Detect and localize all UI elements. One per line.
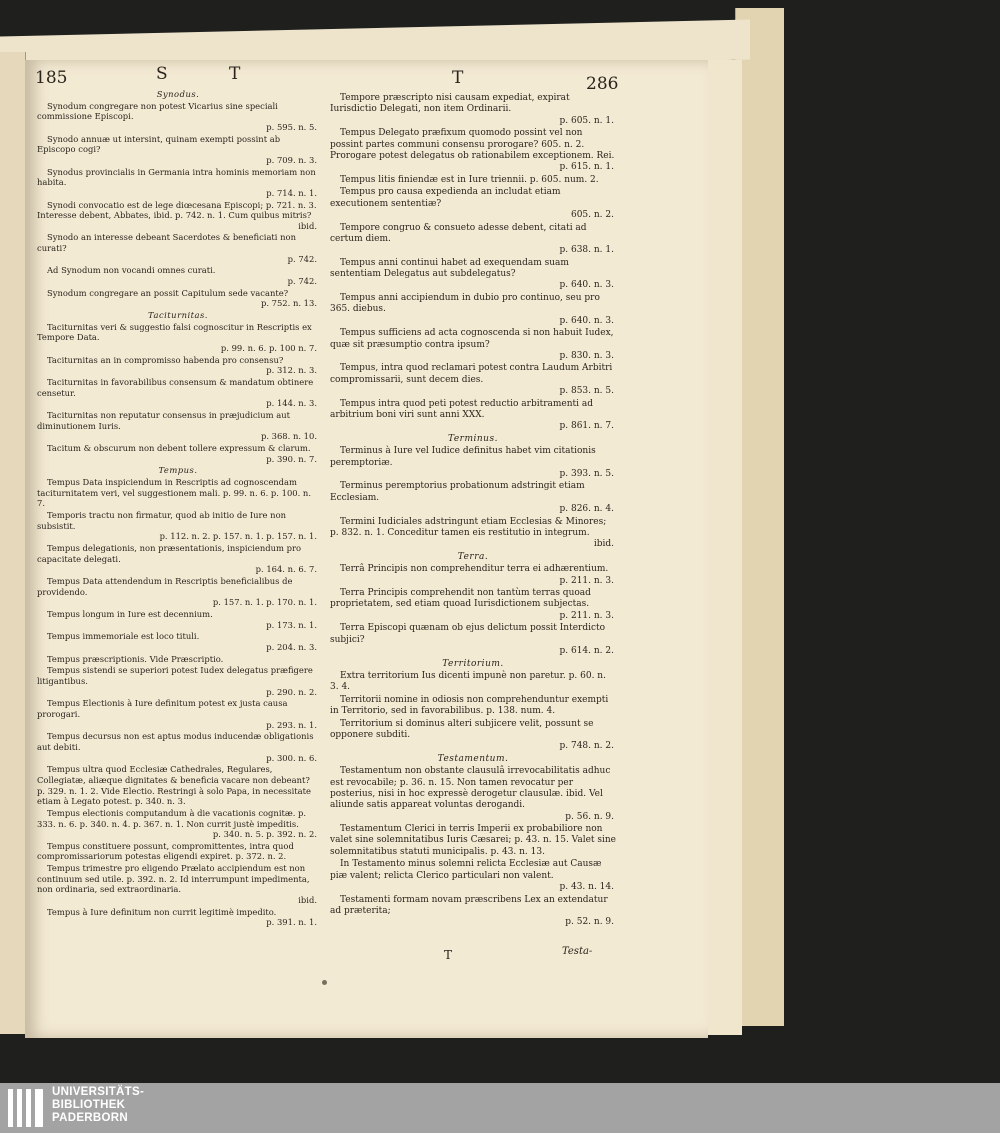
- index-entry: [330, 695, 616, 718]
- page-reference: p. 52. n. 9.: [565, 917, 614, 928]
- index-entry: [37, 665, 319, 697]
- entry-text: Tempus litis finiendæ est in Iure triennii. p. 605. num. 2.: [340, 174, 599, 185]
- index-entry: [330, 399, 616, 433]
- entry-text: Tempus anni accipiendum in dubio pro continuo, seu pro 365. diebus.: [330, 292, 600, 315]
- index-entry: [37, 698, 319, 730]
- page-stack-edge: [706, 60, 742, 1035]
- page-reference: p. 144. n. 3.: [266, 398, 317, 409]
- index-entry: [37, 167, 319, 199]
- entry-text: Territorium si dominus alteri subjicere velit, possunt se opponere subditi.: [330, 718, 594, 740]
- entry-text: Taciturnitas in favorabilibus consensum & mandatum obtinere censetur.: [37, 377, 314, 398]
- page-reference: p. 56. n. 9.: [565, 811, 614, 822]
- entry-text: Synodo annuæ ut intersint, quinam exempti possint ab Episcopo cogi?: [37, 133, 281, 155]
- index-entry: [37, 731, 319, 763]
- page-reference: p. 112. n. 2. p. 157. n. 1. p. 157. n. 1.: [159, 531, 317, 542]
- entry-text: Synodo an interesse debeant Sacerdotes & beneficiati non curati?: [37, 232, 296, 254]
- entry-text: Extra territorium Ius dicenti impunè non paretur. p. 60. n. 3. 4.: [330, 670, 606, 693]
- index-entry: [37, 101, 319, 133]
- entry-text: Taciturnitas non reputatur consensus in præjudicium aut diminutionem Iuris.: [37, 410, 290, 431]
- page-reference: p. 300. n. 6.: [266, 752, 317, 763]
- entry-text: Synodi convocatio est de lege diœcesana Episcopi; p. 721. n. 3. Interesse debent, Abbates, ibid. p. 742. n. 1. Cum quibus mitris?: [37, 199, 317, 221]
- entry-text: Territorii nomine in odiosis non comprehenduntur exempti in Territorio, sed in favorabilibus. p. 138. num. 4.: [330, 694, 609, 717]
- index-entry: [37, 907, 319, 928]
- index-entry: [330, 223, 616, 257]
- index-entry: [37, 576, 319, 608]
- index-entry: [330, 128, 616, 173]
- entry-text: Tempus electionis computandum à die vacationis cognitæ. p. 333. n. 6. p. 340. n. 4. p. 367. n. 1. Non currit justè impeditis.: [37, 807, 307, 829]
- page-reference: p. 293. n. 1.: [266, 719, 317, 730]
- index-entry: [330, 363, 616, 397]
- page-reference: p. 340. n. 5. p. 392. n. 2.: [212, 829, 317, 840]
- page-reference: p. 595. n. 5.: [266, 121, 317, 132]
- page-reference: p. 709. n. 3.: [266, 154, 317, 165]
- index-entry: [37, 134, 319, 166]
- entry-text: Synodum congregare non potest Vicarius sine speciali commissione Episcopi.: [37, 100, 278, 122]
- entry-text: Terminus à Iure vel Iudice definitus habet vim citationis peremptoriæ.: [330, 446, 596, 468]
- entry-text: Tempus sufficiens ad acta cognoscenda si non habuit Iudex, quæ sit præsumptio contra ipsum?: [330, 328, 614, 350]
- index-entry: [37, 443, 319, 464]
- index-entry: [37, 265, 319, 286]
- page-reference: p. 173. n. 1.: [266, 619, 317, 630]
- page-reference: p. 752. n. 13.: [260, 298, 317, 309]
- index-entry: [330, 824, 616, 858]
- entry-text: Tempus immemoriale est loco tituli.: [47, 631, 200, 642]
- entry-text: Tempus intra quod peti potest reductio arbitramenti ad arbitrium boni viri sunt anni XXX.: [330, 398, 594, 420]
- section-heading: Testamentum.: [437, 753, 509, 764]
- page-reference: p. 714. n. 1.: [266, 187, 317, 198]
- index-entry: [37, 863, 319, 905]
- index-entry: [37, 841, 319, 862]
- entry-text: Terra Episcopi quænam ob ejus delictum possit Interdicto subjici?: [330, 623, 606, 645]
- index-entry: [330, 895, 616, 929]
- index-entry: [330, 481, 616, 515]
- page-reference: p. 43. n. 14.: [559, 881, 614, 892]
- entry-text: Tempus anni continui habet ad exequendam suam sententiam Delegatus aut subdelegatus?: [330, 257, 569, 280]
- section-heading: Terra.: [457, 551, 489, 562]
- page-reference: p. 742.: [287, 253, 317, 264]
- page-reference: p. 640. n. 3.: [559, 315, 614, 326]
- page-reference: 605. n. 2.: [570, 210, 614, 220]
- index-entry: [330, 258, 616, 292]
- entry-text: Tempus à Iure definitum non currit legitimè impedito.: [47, 906, 277, 917]
- index-entry: [37, 764, 319, 806]
- index-entry: [330, 588, 616, 622]
- entry-text: Testamentum non obstante clausulâ irrevocabilitatis adhuc est revocabile; p. 36. n. 15. Non tamen revocatur per posterius, nisi in hoc expressè derogetur clausulæ. ibid. Vel aliunde satis appareat voluntas derogandi.: [330, 766, 611, 811]
- entry-text: Tempore præscripto nisi causam expediat, expirat Iurisdictio Delegati, non item Ordinarii.: [330, 93, 570, 115]
- right-index-column: [330, 93, 616, 930]
- index-entry: [330, 293, 616, 327]
- index-entry: [37, 288, 319, 309]
- page-reference: p. 640. n. 3.: [559, 280, 614, 291]
- index-entry: [330, 517, 616, 551]
- entry-text: Temporis tractu non firmatur, quod ab initio de Iure non subsistit.: [37, 510, 287, 531]
- entry-text: Taciturnitas veri & suggestio falsi cognoscitur in Rescriptis ex Tempore Data.: [37, 321, 312, 343]
- page-reference: p. 615. n. 1.: [559, 162, 614, 173]
- section-heading: Territorium.: [442, 658, 504, 669]
- page-reference: p. 605. n. 1.: [559, 115, 614, 126]
- entry-text: Synodus provincialis in Germania intra hominis memoriam non habita.: [37, 166, 316, 188]
- index-entry: [330, 564, 616, 587]
- index-entry: [37, 609, 319, 630]
- page-reference: p. 211. n. 3.: [559, 575, 614, 586]
- page-reference: p. 830. n. 3.: [559, 350, 614, 361]
- index-entry: [37, 232, 319, 264]
- page-reference: p. 390. n. 7.: [266, 453, 317, 464]
- entry-text: Tempus delegationis, non præsentationis, inspiciendum pro capacitate delegati.: [37, 542, 302, 564]
- entry-text: Ad Synodum non vocandi omnes curati.: [47, 265, 216, 276]
- page-reference: p. 861. n. 7.: [559, 421, 614, 432]
- entry-text: Testamenti formam novam præscribens Lex an extendatur ad præterita;: [330, 894, 608, 916]
- book-cover-edge: [735, 8, 784, 1026]
- left-page-number: 185: [35, 68, 68, 88]
- page-reference: p. 393. n. 5.: [559, 468, 614, 479]
- index-entry: [330, 859, 616, 893]
- library-name: [52, 1086, 144, 1125]
- index-entry: [37, 631, 319, 652]
- library-name-line-1: UNIVERSITÄTS-: [52, 1086, 145, 1098]
- page-reference: p. 742.: [287, 276, 317, 287]
- catchword: Testa-: [562, 946, 593, 957]
- library-name-line-2: BIBLIOTHEK: [52, 1099, 126, 1111]
- index-entry: [37, 510, 319, 542]
- entry-text: Tempus pro causa expedienda an includat etiam executionem sententiæ?: [330, 187, 561, 209]
- index-entry: [330, 671, 616, 694]
- signature-mark: T: [444, 948, 453, 962]
- entry-text: Taciturnitas an in compromisso habenda pro consensu?: [47, 354, 284, 365]
- page-reference: p. 290. n. 2.: [266, 686, 317, 697]
- index-entry: [330, 623, 616, 657]
- entry-text: Terrâ Principis non comprehenditur terra ei adhærentium.: [340, 564, 609, 575]
- entry-text: Tempus Delegato præfixum quomodo possint vel non possint partes communi consensu prorogare? 605. n. 2. Prorogare potest delegatus ob rationabilem exceptionem. Rei.: [330, 128, 615, 161]
- library-footer-bar: [0, 1083, 1000, 1133]
- index-entry: [37, 200, 319, 232]
- entry-text: Testamentum Clerici in terris Imperii ex probabiliore non valet sine solemnitatibus Iuris Cæsarei; p. 43. n. 15. Valet sine solemnitatibus statuti municipalis. p. 43. n. 13.: [330, 824, 617, 857]
- index-entry: [330, 446, 616, 480]
- index-entry: [330, 766, 616, 823]
- library-name-line-3: PADERBORN: [52, 1112, 128, 1124]
- page-reference: p. 368. n. 10.: [260, 431, 317, 442]
- index-entry: [330, 328, 616, 362]
- ink-spot: [322, 980, 327, 985]
- index-entry: [37, 654, 319, 665]
- entry-text: Termini Iudiciales adstringunt etiam Ecclesias & Minores; p. 832. n. 1. Conceditur tamen eis restitutio in integrum.: [330, 516, 607, 538]
- page-reference: p. 164. n. 6. 7.: [255, 564, 317, 575]
- index-entry: [330, 187, 616, 221]
- index-entry: [330, 719, 616, 753]
- page-reference: p. 391. n. 1.: [266, 917, 317, 928]
- index-entry: [330, 93, 616, 127]
- entry-text: Tempus decursus non est aptus modus inducendæ obligationis aut debiti.: [37, 731, 314, 752]
- page-reference: ibid.: [298, 895, 317, 906]
- page-reference: p. 638. n. 1.: [559, 245, 614, 256]
- section-heading: Tempus.: [158, 465, 198, 476]
- page-reference: p. 614. n. 2.: [559, 645, 614, 656]
- entry-text: Tempus Data attendendum in Rescriptis beneficialibus de providendo.: [37, 575, 293, 597]
- index-entry: [37, 808, 319, 840]
- section-heading: Taciturnitas.: [148, 310, 208, 321]
- entry-text: Terminus peremptorius probationum adstringit etiam Ecclesiam.: [330, 481, 585, 503]
- left-index-column: [37, 88, 319, 929]
- left-page-edge: [0, 52, 26, 1034]
- entry-text: Terra Principis comprehendit non tantùm terras quoad proprietatem, sed etiam quoad Iurisdictionem subjectas.: [330, 588, 591, 610]
- page-reference: ibid.: [298, 220, 317, 231]
- entry-text: Tacitum & obscurum non debent tollere expressum & clarum.: [47, 443, 311, 454]
- entry-text: Tempus longum in Iure est decennium.: [47, 608, 213, 619]
- page-reference: p. 826. n. 4.: [559, 504, 614, 515]
- right-running-head: T: [452, 68, 464, 88]
- entry-text: Synodum congregare an possit Capitulum sede vacante?: [47, 287, 289, 298]
- entry-text: Tempore congruo & consueto adesse debent, citati ad certum diem.: [330, 222, 587, 244]
- section-heading: Synodus.: [156, 89, 200, 99]
- index-entry: [330, 175, 616, 186]
- page-reference: p. 204. n. 3.: [266, 641, 317, 652]
- page-reference: p. 211. n. 3.: [559, 610, 614, 621]
- page-reference: p. 853. n. 5.: [559, 386, 614, 397]
- index-entry: [37, 322, 319, 354]
- right-page-number: 286: [586, 74, 619, 94]
- page-reference: p. 157. n. 1. p. 170. n. 1.: [212, 597, 317, 608]
- entry-text: Tempus ultra quod Ecclesiæ Cathedrales, Regulares, Collegiatæ, aliæque dignitates & beneficia vacare non debeant? p. 329. n. 1. 2. Vide Electio. Restringi à solo Papa, in necessitate etiam à Legato potest. p. 340. n. 3.: [37, 764, 311, 807]
- page-reference: ibid.: [593, 539, 614, 550]
- section-heading: Terminus.: [448, 433, 498, 444]
- index-entry: [37, 477, 319, 509]
- index-entry: [37, 543, 319, 575]
- left-running-head: S T: [156, 64, 269, 84]
- index-entry: [37, 355, 319, 376]
- index-entry: [37, 377, 319, 409]
- entry-text: Tempus Electionis à Iure definitum potest ex justa causa prorogari.: [37, 698, 288, 719]
- entry-text: Tempus præscriptionis. Vide Præscriptio.: [47, 653, 224, 664]
- entry-text: Tempus sistendi se superiori potest Iudex delegatus præfigere litigantibus.: [37, 665, 313, 687]
- index-entry: [37, 410, 319, 442]
- page-reference: p. 312. n. 3.: [266, 365, 317, 376]
- page-reference: p. 748. n. 2.: [559, 741, 614, 752]
- entry-text: Tempus constituere possunt, compromittentes, intra quod compromissariorum potestas eligendi expiret. p. 372. n. 2.: [37, 840, 294, 862]
- entry-text: Tempus trimestre pro eligendo Prælato accipiendum est non continuum sed utile. p. 392. n. 2. Id interrumpunt impedimenta, non ordinaria, sed extraordinaria.: [37, 863, 310, 895]
- entry-text: Tempus, intra quod reclamari potest contra Laudum Arbitri compromissarii, sunt decem dies.: [330, 363, 613, 385]
- entry-text: In Testamento minus solemni relicta Ecclesiæ aut Causæ piæ valent; relicta Clerico particulari non valent.: [330, 859, 602, 881]
- entry-text: Tempus Data inspiciendum in Rescriptis ad cognoscendam taciturnitatem veri, vel suggestionem mali. p. 99. n. 6. p. 100. n. 7.: [37, 477, 311, 509]
- page-reference: p. 99. n. 6. p. 100 n. 7.: [220, 342, 317, 353]
